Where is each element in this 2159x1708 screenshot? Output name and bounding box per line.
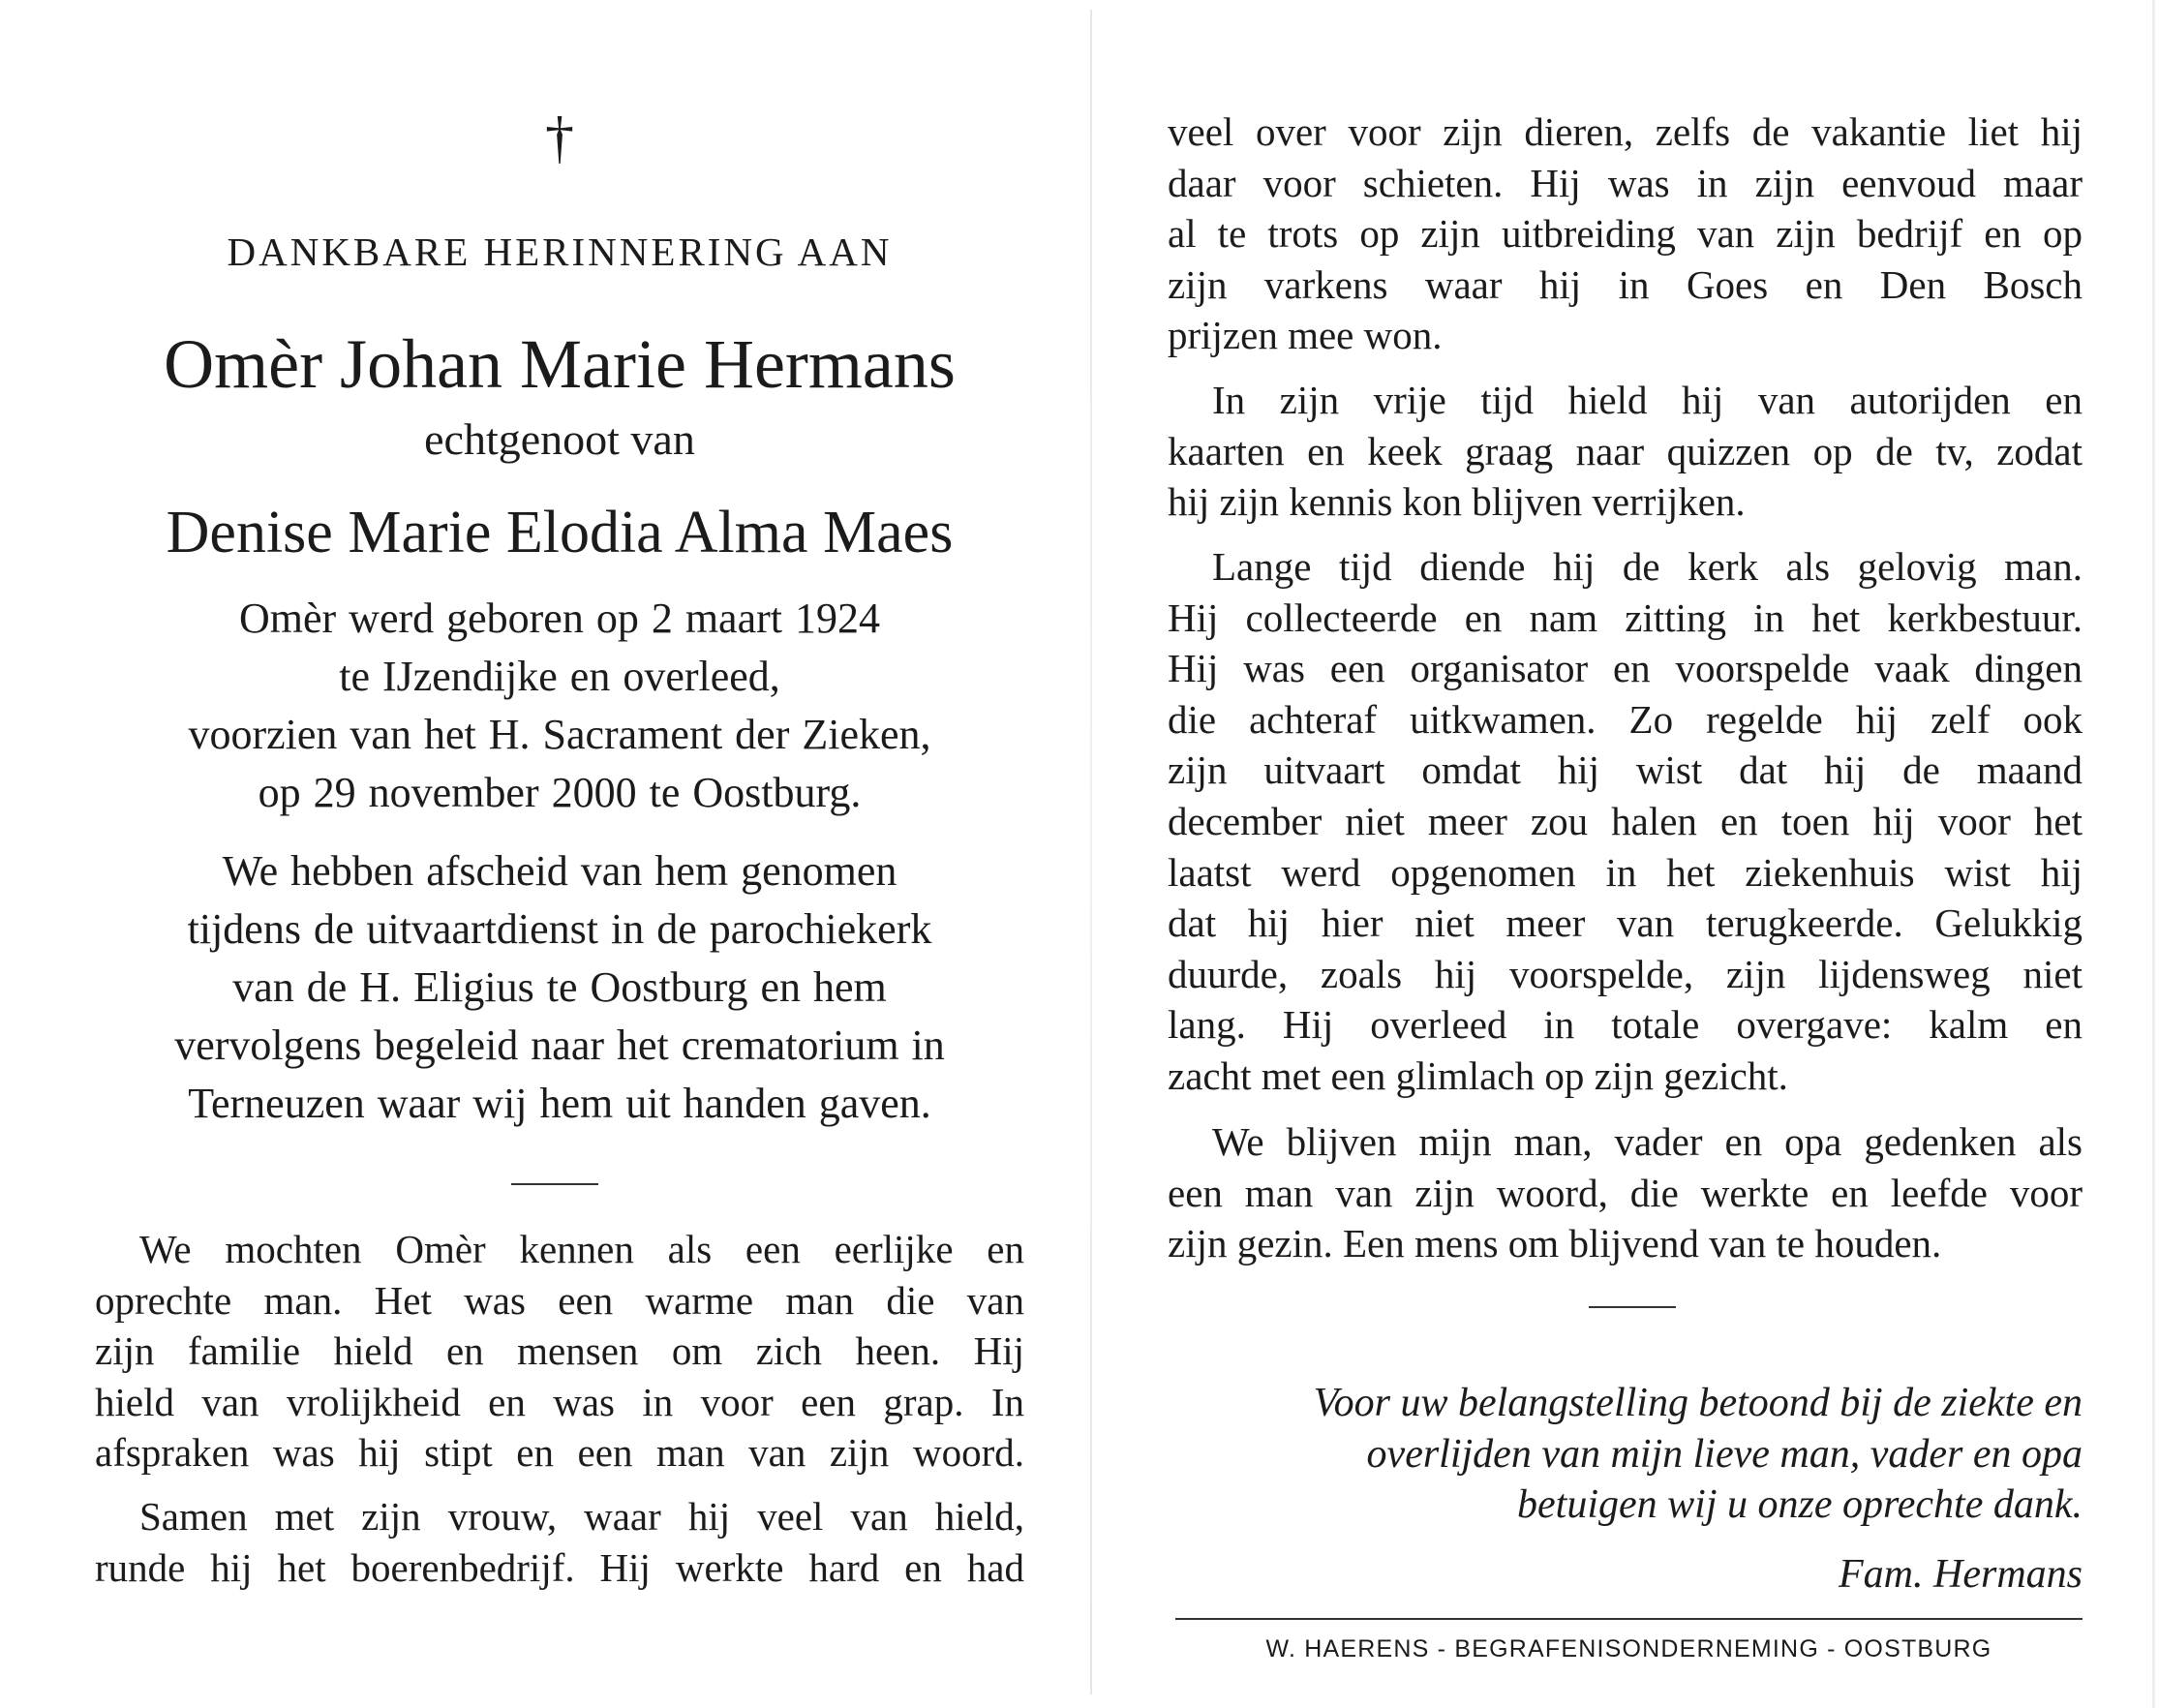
text-line: tijdens de uitvaartdienst in de parochiekerk xyxy=(187,905,932,953)
text-line: overlijden van mijn lieve man, vader en opa xyxy=(1366,1431,2083,1477)
text-line: Samen met zijn vrouw, waar hij veel van hield, xyxy=(139,1494,1024,1539)
text-line: vervolgens begeleid naar het crematorium in xyxy=(174,1022,945,1069)
hobbies-paragraph xyxy=(1168,375,2083,528)
farm-paragraph-continued xyxy=(1168,107,2083,361)
text-line: laatst werd opgenomen in het ziekenhuis wist hij xyxy=(1168,849,2083,895)
footer-divider xyxy=(1175,1618,2083,1620)
text-line: kaarten en keek graag naar quizzen op de tv, zodat xyxy=(1168,428,2083,473)
family-signature: Fam. Hermans xyxy=(1839,1552,2083,1597)
text-line: We mochten Omèr kennen als een eerlijke en xyxy=(139,1227,1024,1271)
text-line: In zijn vrije tijd hield hij van autorijden en xyxy=(1212,378,2083,422)
thanks-text xyxy=(1168,1378,2083,1531)
text-line: We blijven mijn man, vader en opa gedenken als xyxy=(1212,1119,2083,1164)
funeral-home-footer: W. HAERENS - BEGRAFENISONDERNEMING - OOSTBURG xyxy=(1265,1635,1992,1662)
text-line: Lange tijd diende hij de kerk als gelovig man. xyxy=(1212,544,2083,589)
card-fold-line xyxy=(1090,10,1092,1694)
birth-death-text xyxy=(95,590,1024,822)
spouse-name: Denise Marie Elodia Alma Maes xyxy=(166,500,954,565)
cross-icon: † xyxy=(545,106,574,169)
card-heading: DANKBARE HERINNERING AAN xyxy=(227,229,893,274)
deceased-name: Omèr Johan Marie Hermans xyxy=(164,325,956,403)
section-divider xyxy=(1589,1306,1676,1308)
text-line: duurde, zoals hij voorspelde, zijn lijdensweg niet xyxy=(1168,951,2083,996)
section-divider xyxy=(511,1183,598,1185)
text-line: oprechte man. Het was een warme man die van xyxy=(95,1277,1024,1323)
text-line: al te trots op zijn uitbreiding van zijn bedrijf en op xyxy=(1168,211,2083,257)
text-line: betuigen wij u onze oprechte dank. xyxy=(1517,1482,2083,1527)
text-line: Voor uw belangstelling betoond bij de ziekte en xyxy=(1313,1381,2083,1425)
text-line: december niet meer zou halen en toen hij voor het xyxy=(1168,798,2083,843)
text-line: te IJzendijke en overleed, xyxy=(339,653,780,700)
text-line: zijn gezin. Een mens om blijvend van te houden. xyxy=(1168,1221,1942,1266)
text-line: hield van vrolijkheid en was in voor een grap. In xyxy=(95,1379,1024,1424)
text-line: die achteraf uitkwamen. Zo regelde hij zelf ook xyxy=(1168,696,2083,742)
text-line: zijn varkens waar hij in Goes en Den Bosch xyxy=(1168,261,2083,307)
character-paragraph xyxy=(95,1224,1024,1479)
text-line: daar voor schieten. Hij was in zijn eenvoud maar xyxy=(1168,160,2083,205)
relation-label: echtgenoot van xyxy=(424,414,695,464)
text-line: hij zijn kennis kon blijven verrijken. xyxy=(1168,479,1746,525)
text-line: een man van zijn woord, die werkte en leefde voor xyxy=(1168,1170,2083,1215)
text-line: van de H. Eligius te Oostburg en hem xyxy=(232,963,887,1011)
text-line: Terneuzen waar wij hem uit handen gaven. xyxy=(188,1080,931,1127)
text-line: voorzien van het H. Sacrament der Zieken, xyxy=(188,711,931,758)
text-line: We hebben afscheid van hem genomen xyxy=(222,847,897,895)
text-line: runde hij het boerenbedrijf. Hij werkte hard en had xyxy=(95,1544,1024,1590)
text-line: afspraken was hij stipt en een man van zijn woord. xyxy=(95,1430,1024,1476)
text-line: Hij collecteerde en nam zitting in het kerkbestuur. xyxy=(1168,595,2083,640)
card-right-edge xyxy=(2152,0,2155,1708)
remembrance-paragraph xyxy=(1168,1116,2083,1269)
text-line: Hij was een organisator en voorspelde vaak dingen xyxy=(1168,646,2083,691)
text-line: op 29 november 2000 te Oostburg. xyxy=(258,769,862,816)
church-paragraph xyxy=(1168,541,2083,1102)
farm-paragraph xyxy=(95,1491,1024,1593)
text-line: dat hij hier niet meer van terugkeerde. Gelukkig xyxy=(1168,900,2083,946)
text-line: zijn uitvaart omdat hij wist dat hij de maand xyxy=(1168,747,2083,793)
farewell-text xyxy=(95,842,1024,1133)
text-line: prijzen mee won. xyxy=(1168,313,1443,358)
text-line: zijn familie hield en mensen om zich heen. Hij xyxy=(95,1328,1024,1374)
text-line: lang. Hij overleed in totale overgave: kalm en xyxy=(1168,1002,2083,1048)
text-line: veel over voor zijn dieren, zelfs de vakantie liet hij xyxy=(1168,109,2083,154)
text-line: zacht met een glimlach op zijn gezicht. xyxy=(1168,1052,1788,1098)
text-line: Omèr werd geboren op 2 maart 1924 xyxy=(238,595,880,642)
